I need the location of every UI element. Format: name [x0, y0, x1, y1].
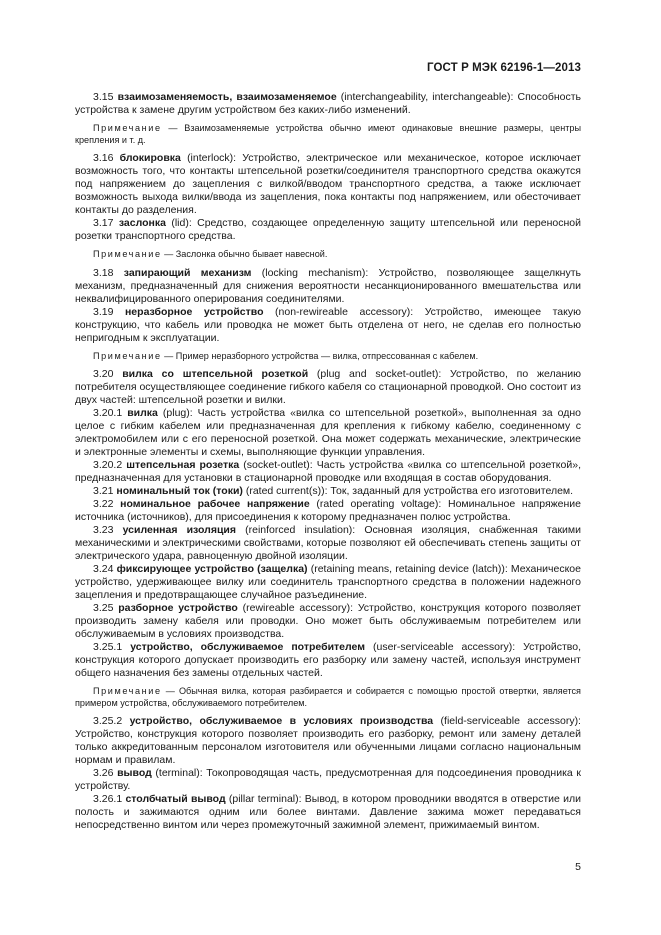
definition-text: (rated operating voltage): Номинальное напряжение источника (источников), для присоединения к которому предназначен полюс устройства. — [75, 498, 582, 523]
document-body — [75, 91, 581, 832]
definition-text: (interlock): Устройство, электрическое или механическое, которое исключает возможность того, что контакты штепсельной розетки/соединителя транспортного средства окажутся под напряжением до зацепления с вилкой/вводом транспортного средства, а также исключает возможность выхода вилки/ввода из зацепления, пока контакты под напряжением, или обесточивает контакты до разделения. — [75, 152, 581, 216]
clause-number: 3.21 — [93, 485, 114, 497]
definition-entry — [75, 641, 581, 680]
definition-text: (rated current(s)): Ток, заданный для устройства его изготовителем. — [242, 485, 574, 497]
definition-entry — [75, 715, 581, 767]
term-name: усиленная изоляция — [122, 524, 236, 536]
term-name: столбчатый вывод — [125, 793, 226, 805]
definition-entry — [75, 767, 581, 793]
definition-entry — [75, 91, 581, 117]
definition-text: (pillar terminal): Вывод, в котором проводники вводятся в отверстие или полость и зажимаются одним или более винтами. Давление зажима может передаваться непосредственно винтом или через промежуточный зажимной элемент, прижимаемый винтом. — [75, 793, 581, 831]
clause-number: 3.22 — [93, 498, 114, 510]
definition-text: (plug): Часть устройства «вилка со штепсельной розеткой», выполненная за одно целое с гибким кабелем или предназначенная для крепления к гибкому кабелю, соединенному с электромобилем или с его переносной розеткой. Она может содержать механические, электрические и электронные элементы и схемы, выполняющие функции управления. — [75, 407, 581, 458]
clause-number: 3.23 — [93, 524, 114, 536]
definition-entry — [75, 793, 581, 832]
definition-text: (terminal): Токопроводящая часть, предусмотренная для подсоединения проводника к устройству. — [75, 767, 581, 792]
clause-number: 3.20.1 — [93, 407, 123, 419]
term-name: номинальное рабочее напряжение — [120, 498, 310, 510]
definition-text: (field-serviceable accessory): Устройство, конструкция которого позволяет производить его разборку, ремонт или замену деталей только аккредитованным персоналом изготовителя или обученными лицами согласно национальным нормам и правилам. — [75, 715, 581, 766]
note-dash: — — [161, 350, 176, 361]
note-paragraph — [75, 123, 581, 146]
term-name: штепсельная розетка — [126, 459, 240, 471]
definition-text: (rewireable accessory): Устройство, конструкция которого позволяет производить замену кабеля или проводки. Оно может быть обслуживаемым потребителем или обслуживаемым в условиях производства. — [75, 602, 581, 640]
note-text: Взаимозаменяемые устройства обычно имеют одинаковые внешние размеры, центры крепления и т. д. — [75, 123, 581, 145]
clause-number: 3.24 — [93, 563, 114, 575]
definition-entry — [75, 152, 581, 217]
definition-text: (user-serviceable accessory): Устройство, конструкция которого допускает производить его разборку или замену частей, используя инструмент общего назначения без замены отдельных частей. — [75, 641, 582, 679]
term-name: номинальный ток (токи) — [116, 485, 243, 497]
definition-text: (socket-outlet): Часть устройства «вилка со штепсельной розеткой», предназначенная для установки в стационарной проводке или входящая в состав оборудования. — [75, 459, 581, 484]
term-name: разборное устройство — [118, 602, 238, 614]
clause-number: 3.20.2 — [93, 459, 123, 471]
page-number: 5 — [575, 861, 581, 873]
note-paragraph — [75, 686, 581, 709]
note-label: Примечание — [93, 350, 162, 361]
clause-number: 3.25 — [93, 602, 114, 614]
term-name: блокировка — [119, 152, 181, 164]
term-name: взаимозаменяемость, взаимозаменяемое — [117, 91, 337, 103]
term-name: вилка — [127, 407, 158, 419]
note-dash: — — [161, 249, 176, 259]
definition-text: (reinforced insulation): Основная изоляция, снабженная такими механическими и электрическими свойствами, которые позволяют ей обеспечивать степень защиты от электрического удара, равноценную двойной изоляции. — [75, 524, 581, 562]
clause-number: 3.26.1 — [93, 793, 123, 805]
definition-entry — [75, 485, 581, 498]
note-text: Обычная вилка, которая разбирается и собирается с помощью простой отвертки, является примером устройства, обслуживаемого потребителем. — [75, 686, 581, 708]
term-name: запирающий механизм — [123, 266, 252, 279]
note-paragraph — [75, 351, 581, 363]
doc-header-code: ГОСТ Р МЭК 62196-1—2013 — [427, 62, 581, 74]
definition-text: (lid): Средство, создающее определенную защиту штепсельной или переносной розетки транспортного средства. — [75, 217, 582, 242]
definition-entry — [75, 407, 581, 459]
definition-entry — [75, 267, 581, 306]
term-name: заслонка — [118, 217, 166, 229]
note-paragraph — [75, 249, 581, 261]
clause-number: 3.26 — [93, 767, 114, 779]
definition-entry — [75, 563, 581, 602]
term-name: вилка со штепсельной розеткой — [122, 368, 309, 380]
term-name: вывод — [117, 767, 152, 779]
term-name: устройство, обслуживаемое потребителем — [130, 641, 366, 653]
definition-entry — [75, 217, 581, 243]
note-text: Заслонка обычно бывает навесной. — [175, 249, 328, 259]
clause-number: 3.20 — [93, 368, 114, 380]
definition-entry — [75, 459, 581, 485]
note-dash: — — [161, 686, 179, 696]
note-dash: — — [161, 123, 185, 133]
clause-number: 3.25.2 — [93, 715, 123, 727]
definition-entry — [75, 602, 581, 641]
term-name: неразборное устройство — [124, 305, 264, 318]
clause-number: 3.16 — [93, 152, 114, 164]
definition-text: (non-rewireable accessory): Устройство, имеющее такую конструкцию, что кабель или проводка не может быть отделена от него, не сделав его полностью непригодным к эксплуатации. — [75, 305, 581, 344]
definition-text: (locking mechanism): Устройство, позволяющее защелкнуть механизм, предназначенный для снижения вероятности несанкционированного вмешательства или неквалифицированного оперирования соединителями. — [75, 266, 581, 305]
note-text: Пример неразборного устройства — вилка, отпрессованная с кабелем. — [175, 350, 479, 361]
note-label: Примечание — [93, 249, 162, 259]
definition-text: (retaining means, retaining device (latch)): Механическое устройство, удерживающее вилку или соединитель транспортного средства в положении надежного зацепления и предотвращающее случайное разъединение. — [75, 563, 581, 601]
definition-text: (interchangeability, interchangeable): Способность устройства к замене другим устройством без каких-либо изменений. — [75, 91, 582, 116]
clause-number: 3.17 — [93, 217, 114, 229]
term-name: устройство, обслуживаемое в условиях производства — [129, 715, 434, 727]
clause-number: 3.18 — [93, 266, 114, 279]
definition-text: (plug and socket-outlet): Устройство, по желанию потребителя осуществляющее соединение гибкого кабеля со стационарной проводкой. Оно состоит из двух частей: штепсельной розетки и вилки. — [75, 368, 581, 406]
definition-entry — [75, 498, 581, 524]
clause-number: 3.25.1 — [93, 641, 123, 653]
definition-entry — [75, 306, 581, 345]
note-label: Примечание — [93, 123, 162, 133]
note-label: Примечание — [93, 686, 162, 696]
clause-number: 3.19 — [93, 305, 114, 318]
definition-entry — [75, 524, 581, 563]
clause-number: 3.15 — [93, 91, 114, 103]
term-name: фиксирующее устройство (защелка) — [116, 563, 308, 575]
definition-entry — [75, 368, 581, 407]
